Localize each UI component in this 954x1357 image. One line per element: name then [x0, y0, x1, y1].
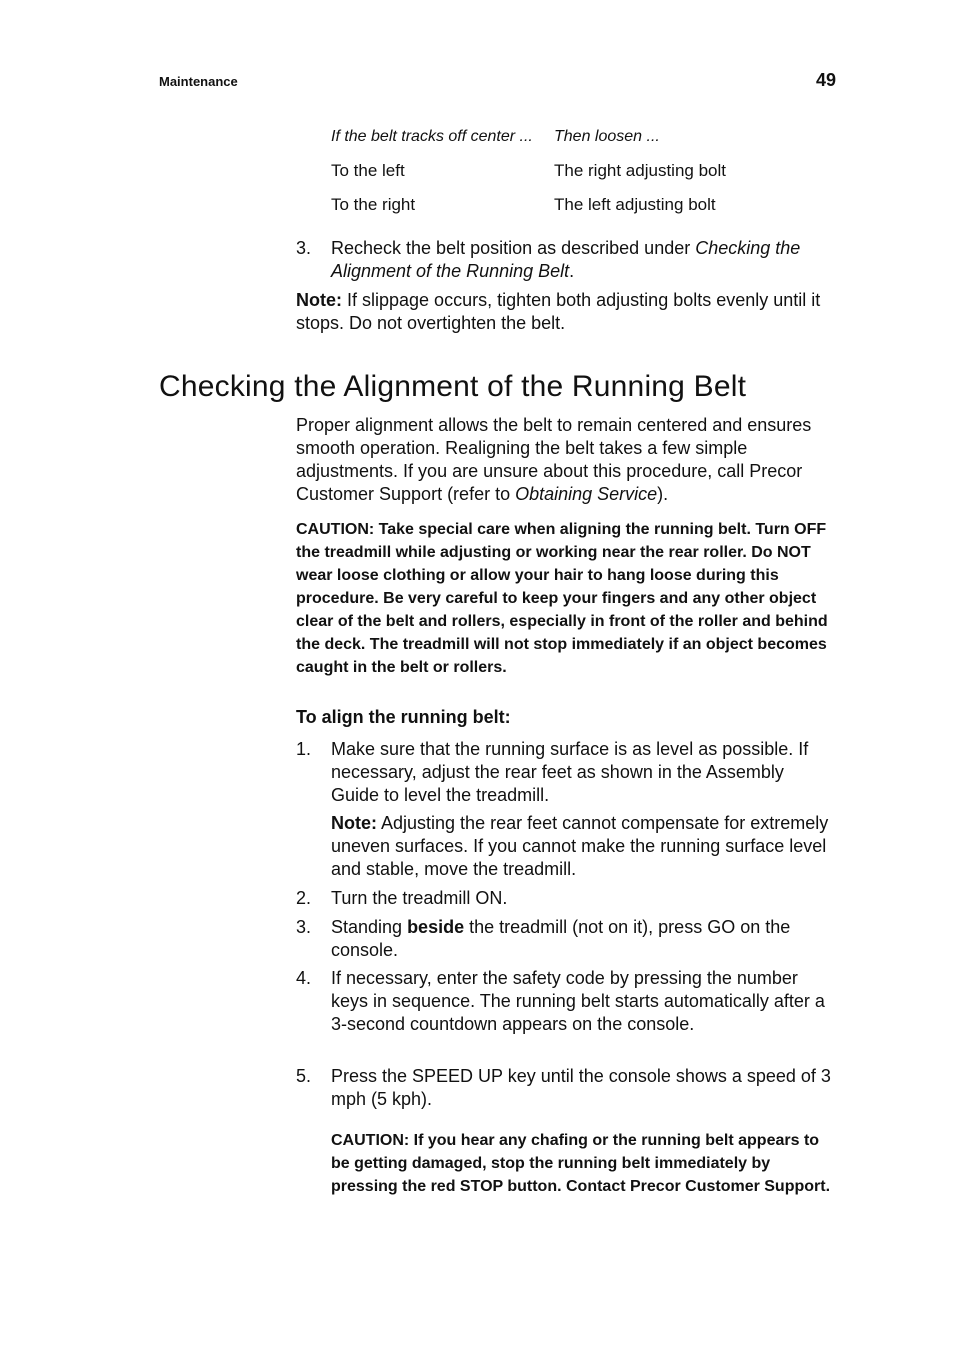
- note-label: Note:: [331, 813, 377, 833]
- step-item: [296, 237, 836, 283]
- table-header-row: [331, 120, 841, 154]
- intro-text: Proper alignment allows the belt to remain centered and ensures smooth operation. Realigning the belt takes a few simple adjustments. If you are unsure about this procedure, call Precor Customer Support (refer to: [296, 415, 812, 504]
- step-text-part: .: [569, 261, 575, 281]
- caution-block: CAUTION: If you hear any chafing or the running belt appears to be getting damaged, stop the running belt immediately by pressing the red STOP button. Contact Precor Customer Support.: [331, 1132, 831, 1195]
- page-number: 49: [815, 70, 836, 90]
- step-item: [296, 1065, 836, 1111]
- step-item: [296, 738, 836, 807]
- belt-adjustment-table: [331, 120, 841, 222]
- step-number: 1.: [296, 739, 312, 759]
- intro-text: ).: [657, 484, 669, 504]
- cross-reference: Checking the Alignment of the Running Belt: [331, 238, 801, 281]
- step-item: [296, 887, 836, 910]
- table-cell: To the left: [331, 161, 405, 180]
- note-paragraph: [296, 289, 836, 335]
- step-item: [296, 916, 836, 962]
- step-text: Press the SPEED UP key until the console shows a speed of 3 mph (5 kph).: [331, 1066, 831, 1109]
- procedure-heading: To align the running belt:: [296, 707, 511, 727]
- note-text: Adjusting the rear feet cannot compensate for extremely uneven surfaces. If you cannot make the running surface level and stable, move the treadmill.: [331, 813, 829, 879]
- table-header-cell: If the belt tracks off center ...: [331, 128, 533, 145]
- step-number: 3.: [296, 238, 312, 258]
- note-paragraph: [331, 812, 836, 881]
- table-cell: The left adjusting bolt: [554, 195, 716, 214]
- table-row: [331, 154, 841, 188]
- emphasis: beside: [407, 917, 465, 937]
- table-cell: The right adjusting bolt: [554, 161, 726, 180]
- step-text-part: Recheck the belt position as described under: [331, 238, 696, 258]
- step-text: [331, 237, 836, 283]
- note-text: If slippage occurs, tighten both adjusting bolts evenly until it stops. Do not overtighten the belt.: [296, 290, 821, 333]
- intro-paragraph: [296, 414, 836, 506]
- step-text-part: the treadmill (not on it), press GO on the console.: [331, 917, 791, 960]
- cross-reference: Obtaining Service: [515, 484, 658, 504]
- step-number: 4.: [296, 968, 312, 988]
- step-number: 3.: [296, 917, 312, 937]
- table-cell: To the right: [331, 195, 416, 214]
- step-text: Turn the treadmill ON.: [331, 888, 508, 908]
- table-row: [331, 188, 841, 222]
- caution-block: CAUTION: Take special care when aligning the running belt. Turn OFF the treadmill while adjusting or working near the rear roller. Do NOT wear loose clothing or allow your hair to hang loose during this procedure. Be very careful to keep your fingers and any other object clear of the belt and rollers, especially in front of the roller and behind the deck. The treadmill will not stop immediately if an object becomes caught in the belt or rollers.: [296, 521, 828, 676]
- table-header-cell: Then loosen ...: [554, 128, 660, 145]
- step-text: Make sure that the running surface is as level as possible. If necessary, adjust the rear feet as shown in the Assembly Guide to level the treadmill.: [331, 739, 809, 805]
- step-number: 2.: [296, 888, 312, 908]
- section-heading: Checking the Alignment of the Running Belt: [159, 370, 747, 403]
- running-header-section: Maintenance: [159, 74, 238, 89]
- step-number: 5.: [296, 1066, 312, 1086]
- step-text-part: Standing: [331, 917, 408, 937]
- step-item: [296, 967, 836, 1036]
- note-label: Note:: [296, 290, 342, 310]
- step-text: If necessary, enter the safety code by pressing the number keys in sequence. The running belt starts automatically after a 3-second countdown appears on the console.: [331, 968, 825, 1034]
- step-text: [331, 916, 836, 962]
